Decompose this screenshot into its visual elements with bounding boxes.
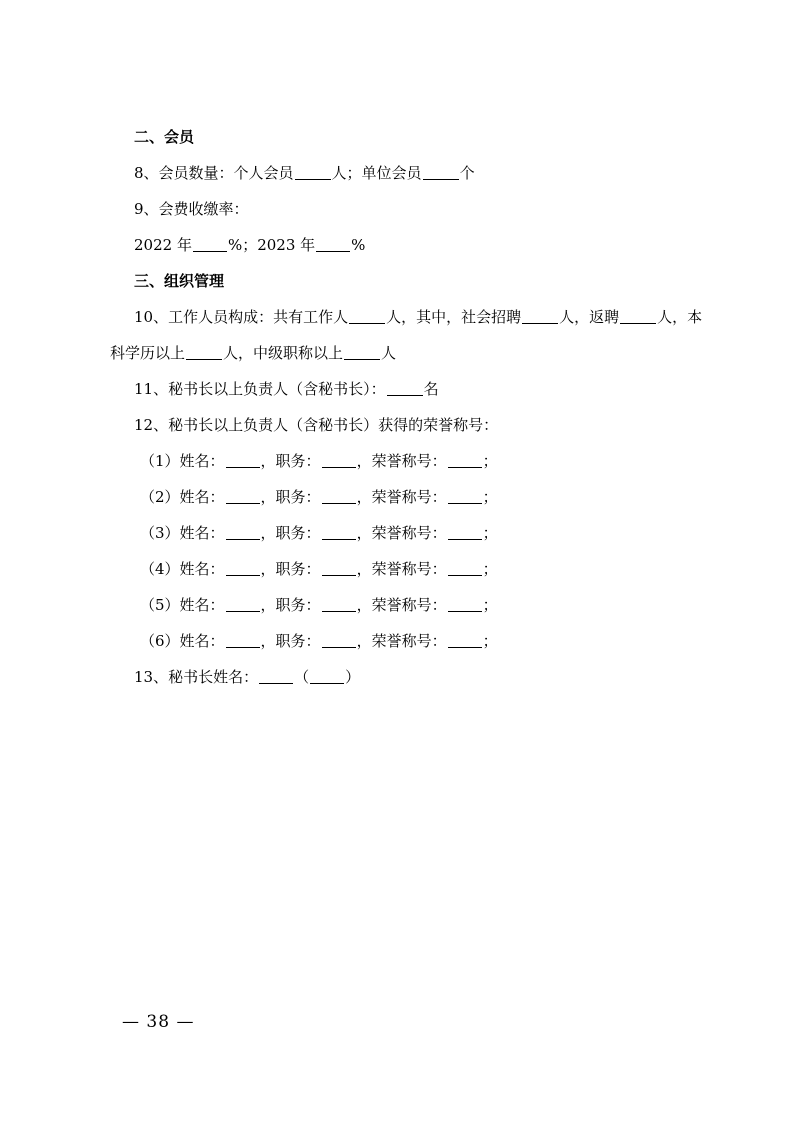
position-field[interactable] xyxy=(322,525,356,540)
position-field[interactable] xyxy=(322,561,356,576)
item-8-member-count: 8、会员数量：个人会员 人；单位会员 个 xyxy=(134,164,475,182)
individual-members-field[interactable] xyxy=(295,165,331,180)
unit-members-field[interactable] xyxy=(423,165,459,180)
leaders-count-field[interactable] xyxy=(387,381,423,396)
honor-row: （4）姓名： ，职务： ，荣誉称号： ； xyxy=(140,560,498,578)
fee-rate-years: 2022 年 %；2023 年 % xyxy=(134,236,366,254)
honor-row: （1）姓名： ，职务： ，荣誉称号： ； xyxy=(140,452,498,470)
item-10-staff: 10、工作人员构成：共有工作人 人，其中，社会招聘 人，返聘 人，本 xyxy=(134,308,703,326)
name-field[interactable] xyxy=(226,489,260,504)
secretary-name-field[interactable] xyxy=(259,669,293,684)
section-heading-organization: 三、组织管理 xyxy=(134,272,225,290)
name-field[interactable] xyxy=(226,633,260,648)
name-field[interactable] xyxy=(226,561,260,576)
honor-title-field[interactable] xyxy=(448,597,482,612)
section-heading-members: 二、会员 xyxy=(134,128,195,146)
rate-2022-field[interactable] xyxy=(193,237,227,252)
honor-row: （3）姓名： ，职务： ，荣誉称号： ； xyxy=(140,524,498,542)
honor-title-field[interactable] xyxy=(448,489,482,504)
item-10-staff-continued: 科学历以上 人，中级职称以上 人 xyxy=(110,344,397,362)
secretary-note-field[interactable] xyxy=(310,669,344,684)
position-field[interactable] xyxy=(322,489,356,504)
honor-row: （2）姓名： ，职务： ，荣誉称号： ； xyxy=(140,488,498,506)
position-field[interactable] xyxy=(322,453,356,468)
total-staff-field[interactable] xyxy=(349,309,385,324)
position-field[interactable] xyxy=(322,633,356,648)
name-field[interactable] xyxy=(226,525,260,540)
honor-title-field[interactable] xyxy=(448,525,482,540)
honor-title-field[interactable] xyxy=(448,561,482,576)
name-field[interactable] xyxy=(226,597,260,612)
item-9-fee-rate: 9、会费收缴率： xyxy=(134,200,249,218)
item-13-secretary-name: 13、秘书长姓名： （ ） xyxy=(134,668,361,686)
bachelor-field[interactable] xyxy=(186,345,222,360)
honor-title-field[interactable] xyxy=(448,453,482,468)
item-12-honors: 12、秘书长以上负责人（含秘书长）获得的荣誉称号： xyxy=(134,416,499,434)
position-field[interactable] xyxy=(322,597,356,612)
social-recruit-field[interactable] xyxy=(522,309,558,324)
honor-row: （5）姓名： ，职务： ，荣誉称号： ； xyxy=(140,596,498,614)
page-number: — 38 — xyxy=(122,1012,195,1032)
honor-title-field[interactable] xyxy=(448,633,482,648)
rate-2023-field[interactable] xyxy=(316,237,350,252)
item-11-leaders: 11、秘书长以上负责人（含秘书长）： 名 xyxy=(134,380,439,398)
rehired-field[interactable] xyxy=(620,309,656,324)
honor-row: （6）姓名： ，职务： ，荣誉称号： ； xyxy=(140,632,498,650)
name-field[interactable] xyxy=(226,453,260,468)
mid-title-field[interactable] xyxy=(344,345,380,360)
